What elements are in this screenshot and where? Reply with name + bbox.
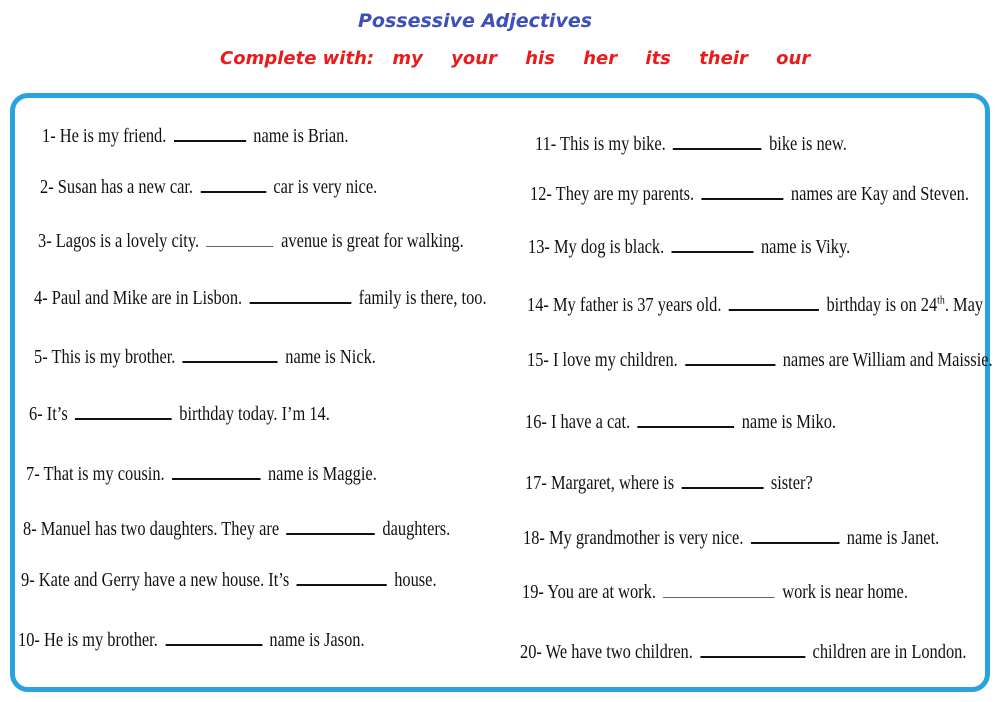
- instruction-lead: Complete with:: [220, 48, 375, 69]
- item-number: 6-: [29, 403, 43, 425]
- item-text-before: He is my friend.: [59, 125, 167, 147]
- item-text-after: name is Miko.: [741, 411, 837, 433]
- item-text-after: birthday is on 24: [826, 294, 938, 316]
- item-text-after: children are in London.: [812, 641, 967, 663]
- item-text-after: names are Kay and Steven.: [790, 183, 969, 205]
- item-text-after: name is Brian.: [253, 125, 349, 147]
- answer-blank[interactable]: [751, 524, 840, 544]
- item-text-before: They are my parents.: [555, 183, 695, 205]
- answer-blank[interactable]: [700, 638, 805, 658]
- item-text-tail: . May: [944, 294, 984, 316]
- exercise-item-8: [23, 515, 450, 541]
- answer-blank[interactable]: [685, 346, 775, 366]
- item-text-after: name is Maggie.: [267, 463, 377, 485]
- exercise-item-12: [530, 180, 969, 206]
- item-number: 18-: [523, 527, 545, 549]
- exercise-item-10: [18, 626, 365, 652]
- item-text-after: house.: [394, 569, 437, 591]
- item-text-after: sister?: [770, 472, 813, 494]
- item-text-after: name is Nick.: [285, 346, 376, 368]
- item-text-before: My father is 37 years old.: [552, 294, 722, 316]
- answer-blank[interactable]: [200, 173, 266, 193]
- item-text-after: names are William and Maissie.: [782, 349, 993, 371]
- word-option-your: your: [451, 48, 497, 69]
- item-text-before: That is my cousin.: [43, 463, 165, 485]
- item-text-before: My grandmother is very nice.: [548, 527, 744, 549]
- item-number: 1-: [42, 125, 56, 147]
- exercise-item-13: [528, 233, 850, 259]
- item-number: 14-: [527, 294, 549, 316]
- answer-blank[interactable]: [75, 400, 172, 420]
- item-text-before: This is my brother.: [51, 346, 176, 368]
- item-text-after: name is Janet.: [846, 527, 940, 549]
- item-text-after: car is very nice.: [273, 176, 378, 198]
- item-text-before: Margaret, where is: [550, 472, 675, 494]
- item-number: 8-: [23, 518, 37, 540]
- item-text-after: avenue is great for walking.: [281, 230, 464, 252]
- item-number: 5-: [34, 346, 48, 368]
- answer-blank[interactable]: [183, 343, 278, 363]
- exercise-item-1: [42, 122, 348, 148]
- exercise-item-7: [26, 460, 377, 486]
- item-number: 20-: [520, 641, 542, 663]
- item-number: 16-: [525, 411, 547, 433]
- item-number: 12-: [530, 183, 552, 205]
- item-text-after: birthday today. I’m 14.: [179, 403, 330, 425]
- item-text-before: Kate and Gerry have a new house. It’s: [38, 569, 290, 591]
- item-number: 17-: [525, 472, 547, 494]
- item-text-before: I love my children.: [552, 349, 678, 371]
- item-number: 19-: [522, 581, 544, 603]
- exercise-item-19: [522, 579, 908, 604]
- exercise-item-16: [525, 408, 836, 434]
- answer-blank[interactable]: [165, 626, 262, 646]
- item-text-after: family is there, too.: [358, 287, 487, 309]
- item-number: 11-: [535, 133, 557, 155]
- answer-blank[interactable]: [663, 579, 775, 598]
- word-option-her: her: [583, 48, 618, 69]
- item-text-after: work is near home.: [782, 581, 908, 603]
- instruction-line: [220, 48, 810, 69]
- word-option-my: my: [392, 48, 423, 69]
- item-text-before: He is my brother.: [43, 629, 158, 651]
- answer-blank[interactable]: [297, 566, 387, 586]
- word-option-his: his: [525, 48, 555, 69]
- item-text-after: bike is new.: [769, 133, 847, 155]
- exercise-item-11: [535, 130, 847, 156]
- exercise-item-6: [29, 400, 330, 426]
- exercise-item-9: [21, 566, 437, 592]
- exercise-item-3: [38, 228, 464, 253]
- answer-blank[interactable]: [250, 284, 352, 304]
- exercise-item-5: [34, 343, 376, 369]
- ordinal-suffix: th: [937, 292, 945, 307]
- item-number: 9-: [21, 569, 35, 591]
- answer-blank[interactable]: [206, 228, 273, 247]
- answer-blank[interactable]: [672, 233, 754, 253]
- word-option-its: its: [645, 48, 671, 69]
- item-text-after: name is Viky.: [760, 236, 851, 258]
- item-text-before: Manuel has two daughters. They are: [40, 518, 280, 540]
- answer-blank[interactable]: [174, 122, 246, 142]
- item-text-before: You are at work.: [547, 581, 656, 603]
- item-text-before: I have a cat.: [550, 411, 631, 433]
- exercise-item-2: [40, 173, 377, 199]
- item-text-after: daughters.: [382, 518, 451, 540]
- item-text-before: My dog is black.: [553, 236, 665, 258]
- item-number: 10-: [18, 629, 40, 651]
- item-number: 2-: [40, 176, 54, 198]
- item-number: 15-: [527, 349, 549, 371]
- exercise-item-17: [525, 469, 813, 495]
- word-option-our: our: [776, 48, 811, 69]
- answer-blank[interactable]: [638, 408, 735, 428]
- item-number: 4-: [34, 287, 48, 309]
- item-text-before: Susan has a new car.: [57, 176, 194, 198]
- answer-blank[interactable]: [729, 291, 819, 311]
- item-number: 13-: [528, 236, 550, 258]
- item-text-after: name is Jason.: [269, 629, 365, 651]
- answer-blank[interactable]: [286, 515, 375, 535]
- exercise-item-4: [34, 284, 487, 310]
- item-number: 7-: [26, 463, 40, 485]
- item-number: 3-: [38, 230, 52, 252]
- answer-blank[interactable]: [681, 469, 763, 489]
- exercise-item-20: [520, 638, 966, 664]
- answer-blank[interactable]: [172, 460, 261, 480]
- item-text-before: It’s: [46, 403, 68, 425]
- exercise-item-18: [523, 524, 939, 550]
- answer-blank[interactable]: [673, 130, 762, 150]
- exercise-item-14: [527, 291, 983, 317]
- item-text-before: This is my bike.: [560, 133, 666, 155]
- answer-blank[interactable]: [701, 180, 783, 200]
- word-option-their: their: [699, 48, 748, 69]
- worksheet-title: Possessive Adjectives: [357, 10, 593, 32]
- item-text-before: Paul and Mike are in Lisbon.: [51, 287, 243, 309]
- item-text-before: We have two children.: [545, 641, 693, 663]
- item-text-before: Lagos is a lovely city.: [55, 230, 200, 252]
- exercise-item-15: [527, 346, 993, 372]
